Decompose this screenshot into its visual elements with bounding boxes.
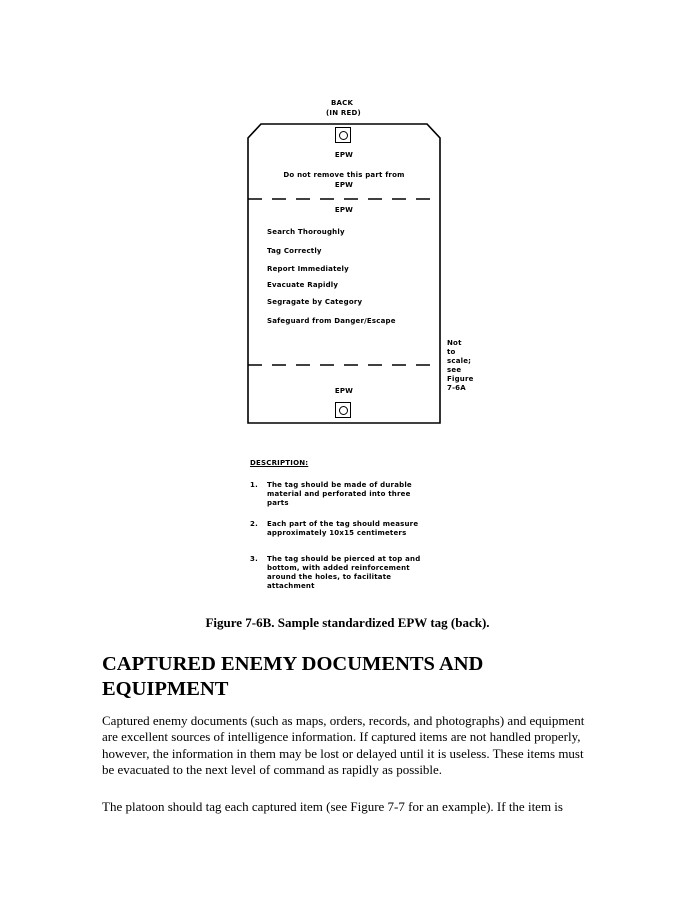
tag-item: Safeguard from Danger/Escape xyxy=(267,317,396,325)
top-epw-label: EPW xyxy=(334,151,354,159)
tag-item: Report Immediately xyxy=(267,265,349,273)
tag-item: Tag Correctly xyxy=(267,247,322,255)
in-red-label: (IN RED) xyxy=(326,109,361,117)
middle-epw-label: EPW xyxy=(334,206,354,214)
tag-item: Search Thoroughly xyxy=(267,228,345,236)
body-paragraph: The platoon should tag each captured item (see Figure 7-7 for an example). If the item is xyxy=(102,799,563,814)
bottom-epw-label: EPW xyxy=(334,387,354,395)
bottom-hole-icon xyxy=(335,402,351,418)
do-not-remove-note-epw: EPW xyxy=(334,181,354,189)
figure-caption: Figure 7-6B. Sample standardized EPW tag (back). xyxy=(205,615,490,630)
epw-tag-figure xyxy=(247,121,441,424)
body-paragraph: Captured enemy documents (such as maps, orders, records, and photographs) and equipment are excellent sources of intelligence information. If captured items are not handled properly, however, the information in them may be lost or delayed until it is useless. These items must be evacuated to the next level of command as rapidly as possible. xyxy=(102,713,585,777)
scale-note: Not to scale; see Figure 7-6A xyxy=(447,339,474,392)
tag-item: Segragate by Category xyxy=(267,298,363,306)
section-heading: CAPTURED ENEMY DOCUMENTS AND EQUIPMENT xyxy=(102,653,484,700)
description-heading: DESCRIPTION: xyxy=(250,459,309,467)
do-not-remove-note: Do not remove this part from xyxy=(283,171,405,179)
top-hole-icon xyxy=(335,127,351,143)
back-label: BACK xyxy=(331,99,354,107)
tag-item: Evacuate Rapidly xyxy=(267,281,339,289)
